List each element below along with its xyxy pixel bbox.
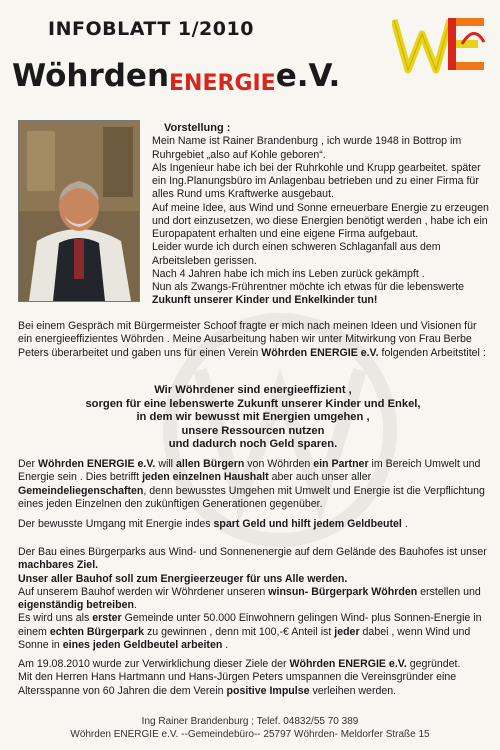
para1-tail: folgenden Arbeitstitel : bbox=[381, 346, 486, 359]
paragraph-geld bbox=[18, 518, 488, 531]
portrait-photo bbox=[18, 120, 140, 302]
footer-line-2: Wöhrden ENERGIE e.V. --Gemeindebüro-- 25797 Wöhrden- Meldorfer Straße 15 bbox=[70, 728, 430, 740]
p4-m: zu gewinnen , denn mit 100,-€ Anteil ist bbox=[146, 625, 332, 638]
intro-line-5: Nach 4 Jahren habe ich mich ins Leben zurück gekämpft . bbox=[152, 267, 425, 280]
intro-heading: Vorstellung : bbox=[164, 122, 231, 134]
motto-line-4: unsere Ressourcen nutzen bbox=[181, 424, 325, 437]
p5-a: Am 19.08.2010 wurde zur Verwirklichung dieser Ziele der bbox=[18, 658, 287, 670]
p3-b: spart Geld und hilft jedem Geldbeutel bbox=[213, 518, 402, 530]
p4-h: . bbox=[133, 599, 137, 612]
we-logo bbox=[392, 14, 488, 76]
p5-e: positive Impulse bbox=[226, 684, 310, 697]
p5-f: verleihen werden. bbox=[312, 684, 397, 697]
p4-l: echten Bürgerpark bbox=[49, 625, 145, 638]
p4-e: winsun- Bürgerpark Wöhrden bbox=[268, 585, 418, 598]
p4-p: eines jeden Geldbeutel arbeiten bbox=[62, 639, 223, 652]
p5-d: Mit den Herren Hans Hartmann und Hans-Jürgen Peters umspannen die Vereinsgründer eine Altersspanne von 60 Jahren die dem Verein bbox=[18, 671, 457, 697]
intro-closing: Zukunft unserer Kinder und Enkelkinder tun! bbox=[152, 294, 378, 307]
p4-n: jeder bbox=[334, 625, 360, 638]
title-ev: e.V. bbox=[275, 58, 341, 94]
p4-i: Es wird uns als bbox=[18, 612, 90, 625]
intro-line-4: Leider wurde ich durch einen schweren Schlaganfall aus dem Arbeitsleben gerissen. bbox=[152, 241, 441, 267]
p2-i: aber auch unser aller bbox=[271, 471, 372, 484]
paragraph-partner bbox=[18, 458, 488, 511]
intro-line-3: Auf meine Idee, aus Wind und Sonne erneuerbare Energie zu erzeugen und dort einzusetzen, wo diese Energien benötigt werden , habe ich ein Europapatent erhalten und eine eigene Firma aufgebaut. bbox=[152, 201, 489, 240]
intro-line-2: Als Ingenieur habe ich bei der Ruhrkohle und Krupp gearbeitet. später ein Ing.Planungsbüro im Anlagenbau betrieben und zu einer Firma für alles Rund ums Kraftwerke ausgebaut. bbox=[152, 161, 481, 201]
footer-line-1: Ing Rainer Brandenburg ; Telef. 04832/55 70 389 bbox=[141, 716, 359, 727]
paragraph-gespraech bbox=[18, 320, 488, 360]
p2-d: allen Bürgern bbox=[176, 458, 245, 470]
p4-f: erstellen und bbox=[420, 585, 481, 598]
introduction-section bbox=[152, 122, 492, 308]
p2-f: ein Partner bbox=[313, 458, 369, 470]
title-energie: ENERGIE bbox=[169, 71, 276, 96]
p4-k: Gemeinde unter 50.000 Einwohnern gelingen Wind- plus Sonnen-Energie in einem bbox=[18, 612, 482, 638]
motto-line-3: in dem wir bewusst mit Energien umgehen , bbox=[136, 411, 370, 424]
paragraph-gruendung bbox=[18, 658, 488, 698]
p2-e: von Wöhrden bbox=[247, 458, 311, 470]
contact-footer bbox=[0, 716, 500, 741]
p4-q: . bbox=[225, 639, 229, 652]
para1-verein: Wöhrden ENERGIE e.V. bbox=[261, 346, 379, 359]
p4-b: machbares Ziel. bbox=[18, 559, 99, 572]
p4-c: Unser aller Bauhof soll zum Energieerzeuger für uns Alle werden. bbox=[18, 572, 348, 585]
infoblatt-subtitle: INFOBLATT 1/2010 bbox=[48, 18, 254, 40]
p2-g: im Bereich Umwelt und Energie sein . Dies betrifft bbox=[18, 458, 481, 484]
p2-k: , denn bewusstes Umgehen mit Umwelt und Energie ist die Verpflichtung eines jeden Einzelnen den zukünftigen Generationen gegenüber. bbox=[18, 484, 485, 510]
motto-line-1: Wir Wöhrdener sind energieeffizient , bbox=[154, 384, 352, 396]
intro-line-6 bbox=[152, 281, 492, 308]
p2-j: Gemeindeliegenschaften bbox=[18, 484, 144, 497]
motto-line-5: und dadurch noch Geld sparen. bbox=[168, 438, 338, 451]
p3-a: Der bewusste Umgang mit Energie indes bbox=[18, 518, 211, 530]
p2-c: will bbox=[158, 458, 174, 470]
p3-c: . bbox=[404, 518, 408, 530]
p5-c: gegründet. bbox=[409, 658, 461, 670]
p4-o: dabei , wenn Wind und Sonne in bbox=[18, 625, 471, 652]
title-woehrden: Wöhrden bbox=[12, 58, 170, 94]
p2-b: Wöhrden ENERGIE e.V. bbox=[38, 458, 156, 470]
p4-j: erster bbox=[92, 612, 122, 625]
intro-line-6-text: Nun als Zwangs-Frührentner möchte ich etwas für die lebenswerte bbox=[152, 281, 465, 293]
p4-g: eigenständig betreiben bbox=[18, 599, 134, 612]
page-title bbox=[12, 58, 340, 96]
p2-a: Der bbox=[18, 458, 36, 470]
p4-d: Auf unserem Bauhof werden wir Wöhrdener unseren bbox=[18, 585, 266, 598]
p2-h: jeden einzelnen Haushalt bbox=[142, 471, 269, 484]
para1-text: Bei einem Gespräch mit Bürgermeister Schoof fragte er mich nach meinen Ideen und Visionen für ein energieeffizientes Wöhrden . Meine Ausarbeitung haben wir unter Mitwirkung von Frau Berbe Peters überarbeitet und gaben uns für einen Verein bbox=[18, 320, 477, 359]
intro-line-1: Mein Name ist Rainer Brandenburg , ich wurde 1948 in Bottrop im Ruhrgebiet „also auf Kohle geboren“. bbox=[152, 135, 462, 161]
motto-block bbox=[18, 384, 488, 452]
motto-line-2: sorgen für eine lebenswerte Zukunft unserer Kinder und Enkel, bbox=[85, 397, 421, 410]
p4-a: Der Bau eines Bürgerparks aus Wind- und Sonnenenergie auf dem Gelände des Bauhofes ist unser bbox=[18, 546, 487, 558]
p5-b: Wöhrden ENERGIE e.V. bbox=[289, 658, 407, 670]
paragraph-buergerpark bbox=[18, 546, 488, 652]
